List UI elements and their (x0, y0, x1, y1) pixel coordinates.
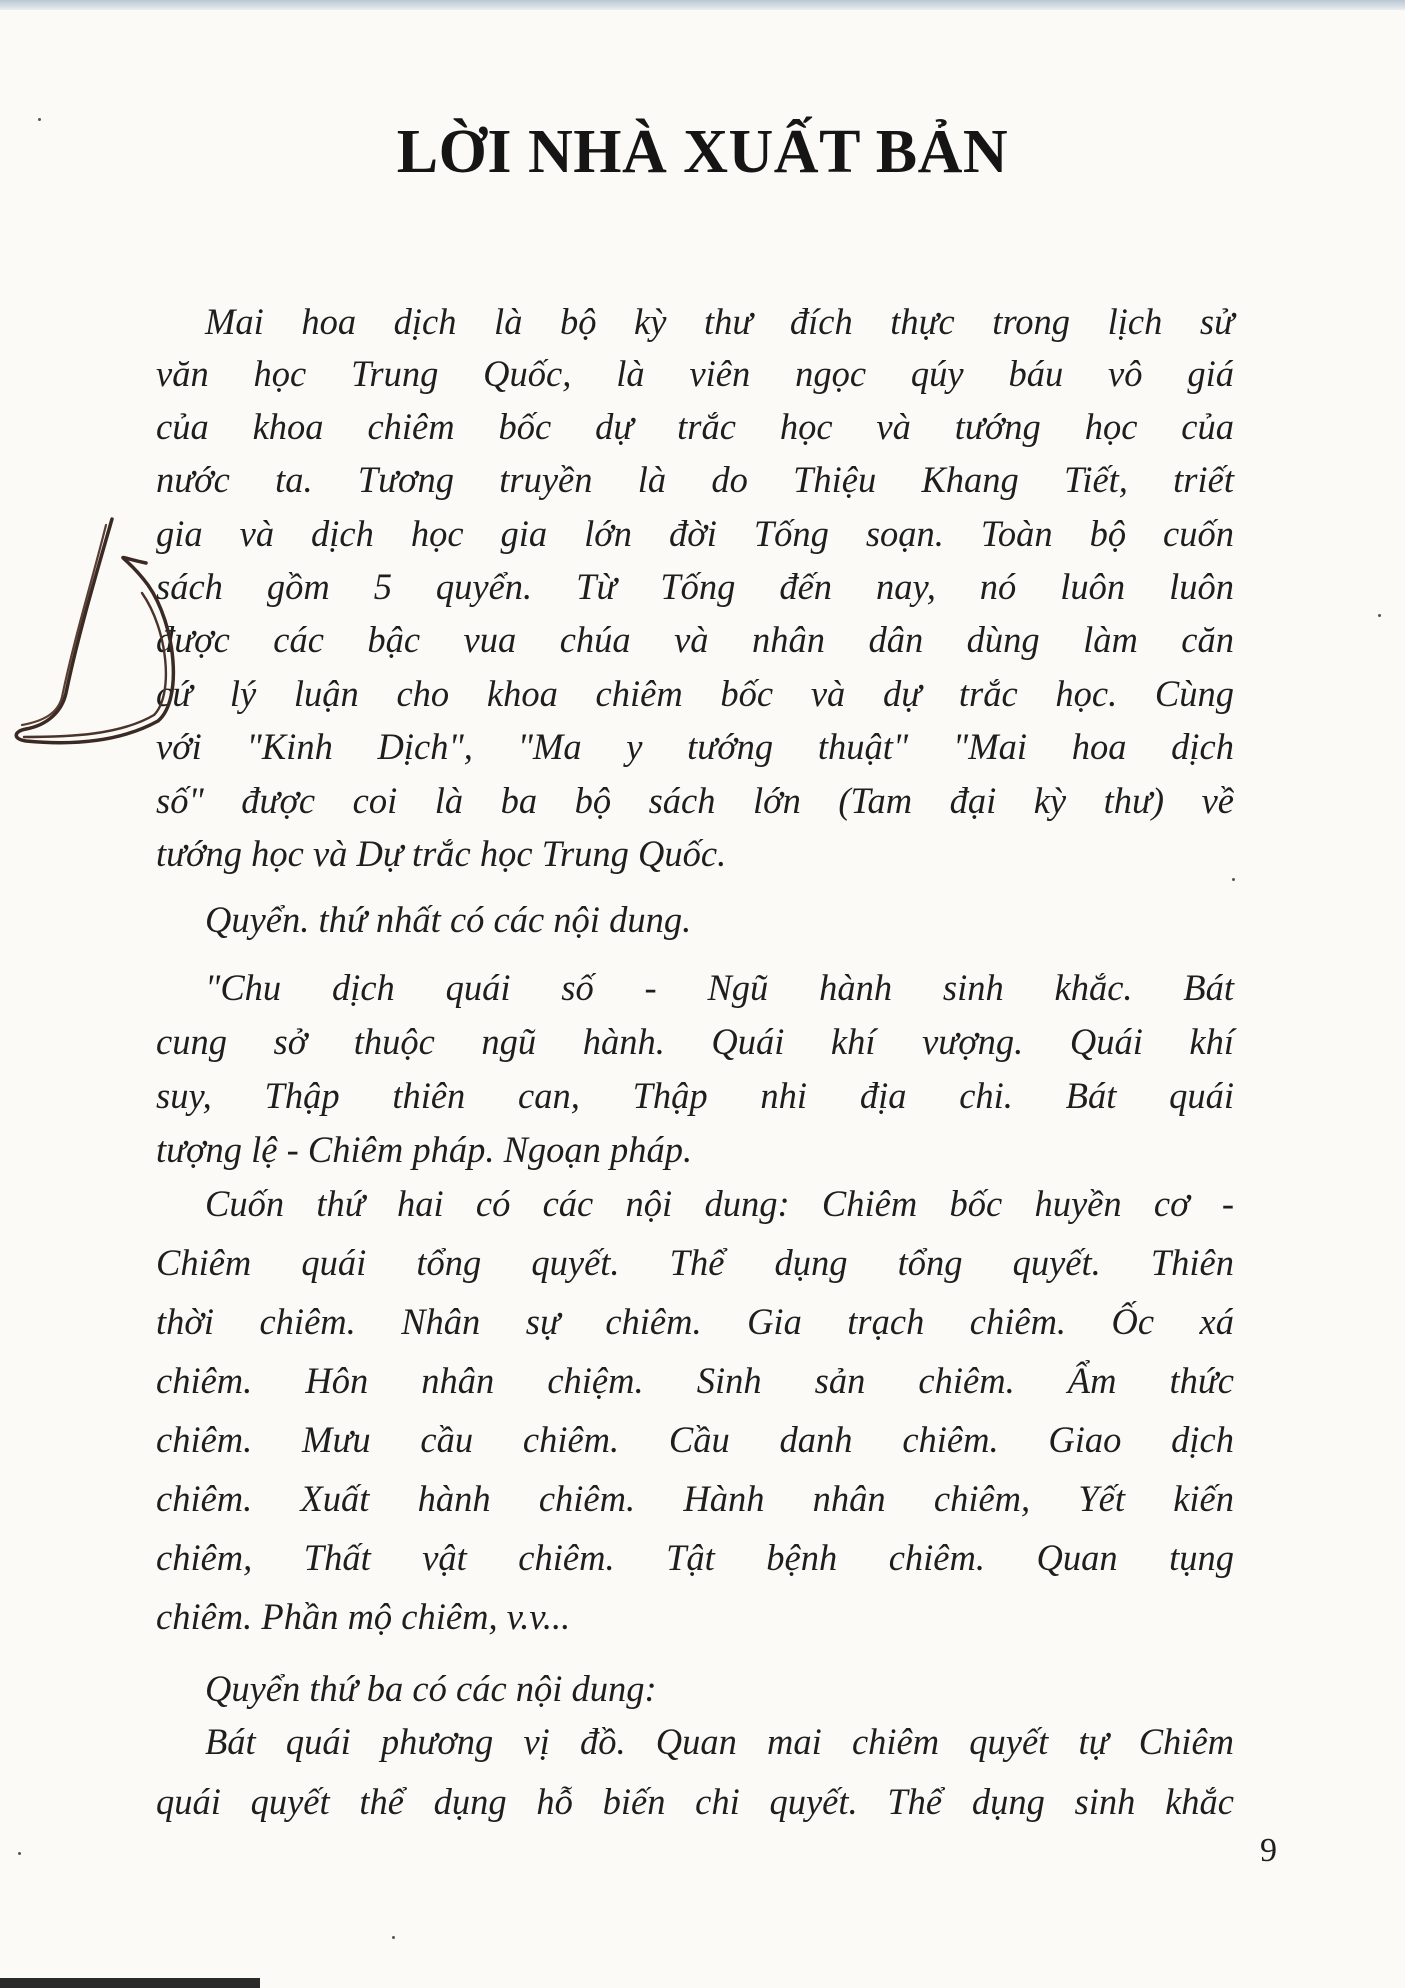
text-line: sách gồm 5 quyển. Từ Tống đến nay, nó luôn luôn (156, 566, 1234, 607)
text-line: cứ lý luận cho khoa chiêm bốc và dự trắc học. Cùng (156, 673, 1234, 714)
text-line: chiêm. Xuất hành chiêm. Hành nhân chiêm, Yết kiến (156, 1478, 1234, 1519)
margin-scribble (8, 515, 178, 755)
text-line: văn học Trung Quốc, là viên ngọc qúy báu vô giá (156, 353, 1234, 394)
page-speck (38, 118, 41, 121)
text-line: tượng lệ - Chiêm pháp. Ngoạn pháp. (156, 1129, 693, 1170)
text-line: Chiêm quái tổng quyết. Thể dụng tổng quyết. Thiên (156, 1242, 1234, 1283)
page-speck (1378, 614, 1381, 617)
text-line: Quyển. thứ nhất có các nội dung. (205, 899, 692, 940)
text-line: Mai hoa dịch là bộ kỳ thư đích thực trong lịch sử (205, 301, 1234, 342)
text-line: cung sở thuộc ngũ hành. Quái khí vượng. Quái khí (156, 1021, 1234, 1062)
page-speck (1232, 878, 1235, 881)
text-line: suy, Thập thiên can, Thập nhi địa chi. Bát quái (156, 1075, 1234, 1116)
text-line: được các bậc vua chúa và nhân dân dùng làm căn (156, 619, 1234, 660)
text-line: chiêm, Thất vật chiêm. Tật bệnh chiêm. Quan tụng (156, 1537, 1234, 1578)
page-title: LỜI NHÀ XUẤT BẢN (396, 118, 1009, 186)
text-line: với "Kinh Dịch", "Ma y tướng thuật" "Mai hoa dịch (156, 726, 1234, 767)
text-line: số" được coi là ba bộ sách lớn (Tam đại kỳ thư) về (156, 780, 1234, 821)
text-line: tướng học và Dự trắc học Trung Quốc. (156, 833, 727, 874)
page-bottom-edge (0, 1978, 260, 1988)
text-line: chiêm. Phần mộ chiêm, v.v... (156, 1596, 571, 1637)
page-speck (392, 1936, 395, 1939)
text-line: gia và dịch học gia lớn đời Tống soạn. Toàn bộ cuốn (156, 513, 1234, 554)
text-line: của khoa chiêm bốc dự trắc học và tướng học của (156, 406, 1234, 447)
page-number: 9 (1260, 1832, 1277, 1869)
page-speck (18, 1852, 21, 1855)
text-line: chiêm. Hôn nhân chiệm. Sinh sản chiêm. Ẩm thức (156, 1360, 1234, 1401)
text-line: chiêm. Mưu cầu chiêm. Cầu danh chiêm. Giao dịch (156, 1419, 1234, 1460)
text-line: quái quyết thể dụng hỗ biến chi quyết. Thể dụng sinh khắc (156, 1781, 1234, 1822)
text-line: thời chiêm. Nhân sự chiêm. Gia trạch chiêm. Ốc xá (156, 1301, 1234, 1342)
text-line: Cuốn thứ hai có các nội dung: Chiêm bốc huyền cơ - (205, 1183, 1234, 1224)
text-line: nước ta. Tương truyền là do Thiệu Khang Tiết, triết (156, 459, 1234, 500)
text-line: "Chu dịch quái số - Ngũ hành sinh khắc. Bát (205, 967, 1234, 1008)
text-line: Bát quái phương vị đồ. Quan mai chiêm quyết tự Chiêm (205, 1721, 1234, 1762)
text-line: Quyển thứ ba có các nội dung: (205, 1668, 657, 1709)
